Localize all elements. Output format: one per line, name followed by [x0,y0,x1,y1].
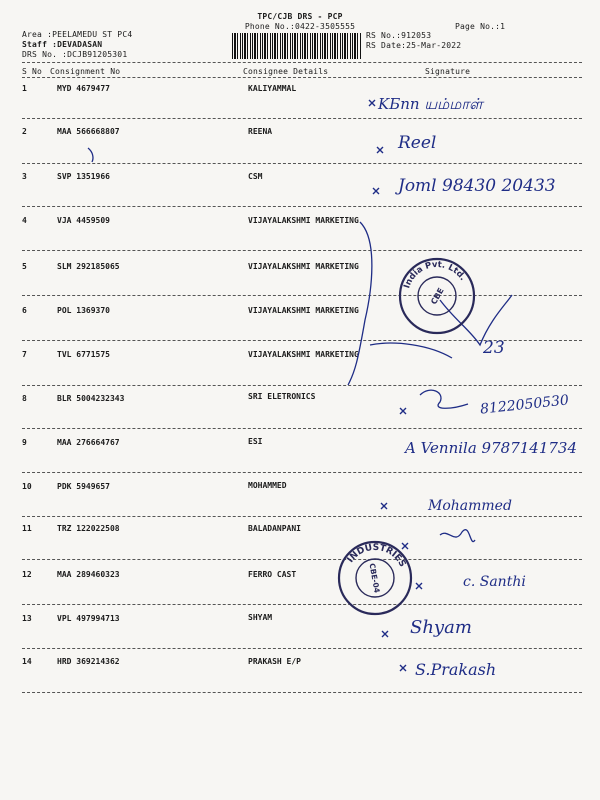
row-3-consignee: CSM [248,172,263,181]
cross-mark [400,665,406,671]
row-4-sno: 4 [22,216,27,225]
row-13-consignee: SHYAM [248,613,273,622]
row-8-signature: 8122050530 [479,392,570,418]
row-11-sno: 11 [22,524,32,533]
row-13-signature: Shyam [410,617,472,638]
ink-stroke [440,295,512,345]
row-2-signature: Reel [398,133,437,153]
ink-stroke [370,343,452,358]
phone-number: Phone No.:0422-3505555 [244,22,356,31]
row-9-consignment: MAA 276664767 [57,438,120,447]
stamp-1-text: India Pvt. Ltd. [402,259,468,290]
ink-stroke [348,222,372,385]
rs-number: RS No.:912053 [366,31,432,40]
row-11-consignee: BALADANPANI [248,524,301,533]
column-consignee: Consignee Details [243,67,329,76]
row-14-consignment: HRD 369214362 [57,657,120,666]
ink-stroke [88,148,93,162]
row-3-sno: 3 [22,172,27,181]
row-10-signature: Mohammed [428,498,512,514]
ink-stroke [420,390,468,408]
stamp-2-text: INDUSTRIES [345,542,408,569]
row-9-signature: A Vennila 9787141734 [405,439,577,457]
drs-number: DRS No. :DCJB91205301 [22,50,128,59]
row-5-consignment: SLM 292185065 [57,262,120,271]
ink-stroke [440,530,475,542]
column-signature: Signature [425,67,471,76]
row-7-consignment: TVL 6771575 [57,350,110,359]
cross-mark [381,503,387,509]
stamp-1-center: CBE [429,286,446,307]
row-6-consignee: VIJAYALAKSHMI MARKETING [248,306,359,315]
row-2-consignee: REENA [248,127,273,136]
stamp-2-center: CBE-04 [367,562,382,594]
row-12-sno: 12 [22,570,32,579]
row-10-consignee: MOHAMMED [248,481,287,490]
cross-mark [377,147,383,153]
row-12-consignment: MAA 289460323 [57,570,120,579]
staff-field: Staff :DEVADASAN [22,40,103,49]
row-3-consignment: SVP 1351966 [57,172,110,181]
column-sno: S No [22,67,43,76]
row-12-signature: c. Santhi [463,574,526,590]
row-13-consignment: VPL 497994713 [57,614,120,623]
cross-mark [400,408,406,414]
row-13-sno: 13 [22,614,32,623]
row-14-consignee: PRAKASH E/P [248,657,301,666]
area-field: Area :PEELAMEDU ST PC4 [22,30,133,39]
company-stamp [400,259,474,333]
row-2-sno: 2 [22,127,27,136]
row-10-consignment: PDK 5949657 [57,482,110,491]
row-8-consignee: SRI ELETRONICS [248,392,316,401]
row-7-consignee: VIJAYALAKSHMI MARKETING [248,350,359,359]
cross-mark [369,100,375,106]
row-7-signature: 23 [483,338,505,358]
row-14-sno: 14 [22,657,32,666]
industries-stamp [339,542,411,614]
row-8-sno: 8 [22,394,27,403]
row-2-consignment: MAA 566668807 [57,127,120,136]
row-1-consignment: MYD 4679477 [57,84,110,93]
cross-mark [402,543,408,549]
page-number: Page No.:1 [455,22,506,31]
row-7-sno: 7 [22,350,27,359]
row-5-sno: 5 [22,262,27,271]
row-4-consignee: VIJAYALAKSHMI MARKETING [248,216,359,225]
row-4-consignment: VJA 4459509 [57,216,110,225]
row-14-signature: S.Prakash [415,660,497,679]
row-12-consignee: FERRO CAST [248,570,297,579]
row-9-sno: 9 [22,438,27,447]
row-3-signature: Joml 98430 20433 [398,176,556,196]
cross-mark [416,583,422,589]
cross-mark [373,188,379,194]
row-9-consignee: ESI [248,437,263,446]
row-1-signature: KБпп யம்மாள் [378,95,483,113]
row-6-consignment: POL 1369370 [57,306,110,315]
row-11-consignment: TRZ 122022508 [57,524,120,533]
document-title: TPC/CJB DRS - PCP [257,12,343,21]
row-1-sno: 1 [22,84,27,93]
rs-date: RS Date:25-Mar-2022 [366,41,462,50]
row-1-consignee: KALIYAMMAL [248,84,297,93]
row-6-sno: 6 [22,306,27,315]
row-10-sno: 10 [22,482,32,491]
row-8-consignment: BLR 5004232343 [57,394,125,403]
row-5-consignee: VIJAYALAKSHMI MARKETING [248,262,359,271]
cross-mark [382,631,388,637]
column-consignment: Consignment No [50,67,121,76]
